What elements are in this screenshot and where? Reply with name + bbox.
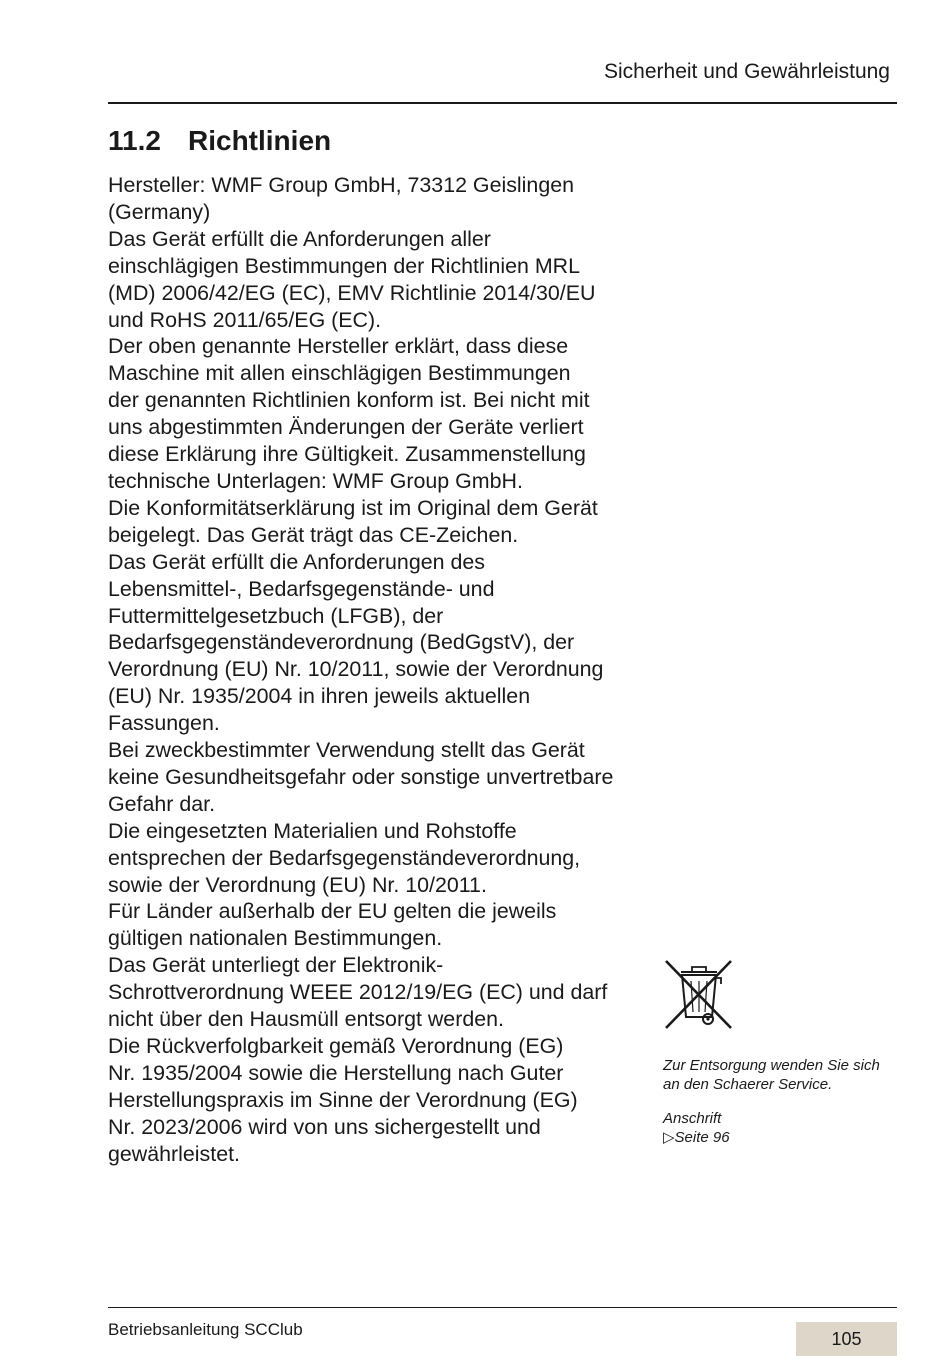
body-line: Maschine mit allen einschlägigen Bestimmungen xyxy=(108,361,571,386)
disposal-note-line: an den Schaerer Service. xyxy=(663,1076,833,1093)
body-line: Die eingesetzten Materialien und Rohstoffe xyxy=(108,818,517,843)
body-line: gültigen nationalen Bestimmungen. xyxy=(108,926,443,951)
body-line: Nr. 1935/2004 sowie die Herstellung nach Guter xyxy=(108,1060,564,1085)
body-line: nicht über den Hausmüll entsorgt werden. xyxy=(108,1007,504,1032)
page-number: 105 xyxy=(796,1322,897,1356)
body-line: Hersteller: WMF Group GmbH, 73312 Geislingen xyxy=(108,173,575,197)
disposal-note-line: Zur Entsorgung wenden Sie sich xyxy=(663,1057,880,1074)
header-divider xyxy=(108,102,897,104)
body-line: diese Erklärung ihre Gültigkeit. Zusammenstellung xyxy=(108,442,586,467)
body-line: Das Gerät erfüllt die Anforderungen des xyxy=(108,549,485,574)
body-line: technische Unterlagen: WMF Group GmbH. xyxy=(108,468,523,493)
body-line: Für Länder außerhalb der EU gelten die jeweils xyxy=(108,899,557,924)
body-line: beigelegt. Das Gerät trägt das CE-Zeichen. xyxy=(108,522,519,547)
body-line: (Germany) xyxy=(108,199,211,224)
body-line: Futtermittelgesetzbuch (LFGB), der xyxy=(108,603,444,628)
triangle-right-icon: ▷ xyxy=(663,1129,675,1146)
body-line: Fassungen. xyxy=(108,711,220,736)
body-text xyxy=(108,172,643,1168)
body-line: gewährleistet. xyxy=(108,1141,240,1166)
body-line: Die Rückverfolgbarkeit gemäß Verordnung (EG) xyxy=(108,1034,564,1058)
body-line: der genannten Richtlinien konform ist. Bei nicht mit xyxy=(108,388,590,413)
section-heading xyxy=(108,125,331,157)
section-title: Richtlinien xyxy=(188,125,332,156)
body-line: Bedarfsgegenständeverordnung (BedGgstV), der xyxy=(108,630,575,655)
page-reference-link[interactable] xyxy=(663,1128,730,1147)
running-header: Sicherheit und Gewährleistung xyxy=(603,60,890,83)
disposal-note xyxy=(663,1056,913,1094)
body-line: und RoHS 2011/65/EG (EC). xyxy=(108,307,382,332)
body-line: Das Gerät unterliegt der Elektronik- xyxy=(108,953,444,978)
body-line: (EU) Nr. 1935/2004 in ihren jeweils aktuellen xyxy=(108,684,531,709)
body-line: Gefahr dar. xyxy=(108,791,216,816)
body-line: Das Gerät erfüllt die Anforderungen aller xyxy=(108,226,491,251)
address-reference-label: Anschrift xyxy=(663,1110,722,1127)
body-line: sowie der Verordnung (EU) Nr. 10/2011. xyxy=(108,872,487,897)
footer-document-title: Betriebsanleitung SCClub xyxy=(108,1320,303,1339)
body-line: Lebensmittel-, Bedarfsgegenstände- und xyxy=(108,576,495,601)
address-reference xyxy=(663,1109,730,1147)
body-line: Bei zweckbestimmter Verwendung stellt das Gerät xyxy=(108,738,585,763)
body-line: Schrottverordnung WEEE 2012/19/EG (EC) und darf xyxy=(108,980,608,1005)
body-line: uns abgestimmten Änderungen der Geräte verliert xyxy=(108,415,584,440)
body-line: entsprechen der Bedarfsgegenständeverordnung, xyxy=(108,845,581,870)
body-line: Nr. 2023/2006 wird von uns sichergestellt und xyxy=(108,1114,541,1139)
body-line: Herstellungspraxis im Sinne der Verordnung (EG) xyxy=(108,1087,578,1112)
body-line: Die Konformitätserklärung ist im Original dem Gerät xyxy=(108,495,598,520)
body-line: Der oben genannte Hersteller erklärt, dass diese xyxy=(108,334,569,359)
body-line: einschlägigen Bestimmungen der Richtlinien MRL xyxy=(108,253,581,278)
page-reference-text: Seite 96 xyxy=(674,1129,730,1146)
footer-divider xyxy=(108,1307,897,1308)
crossed-out-wheelie-bin-icon xyxy=(664,958,734,1030)
body-line: (MD) 2006/42/EG (EC), EMV Richtlinie 2014/30/EU xyxy=(108,280,596,305)
body-line: Verordnung (EU) Nr. 10/2011, sowie der Verordnung xyxy=(108,657,604,682)
section-number: 11.2 xyxy=(108,125,161,156)
body-line: keine Gesundheitsgefahr oder sonstige unvertretbare xyxy=(108,764,614,789)
